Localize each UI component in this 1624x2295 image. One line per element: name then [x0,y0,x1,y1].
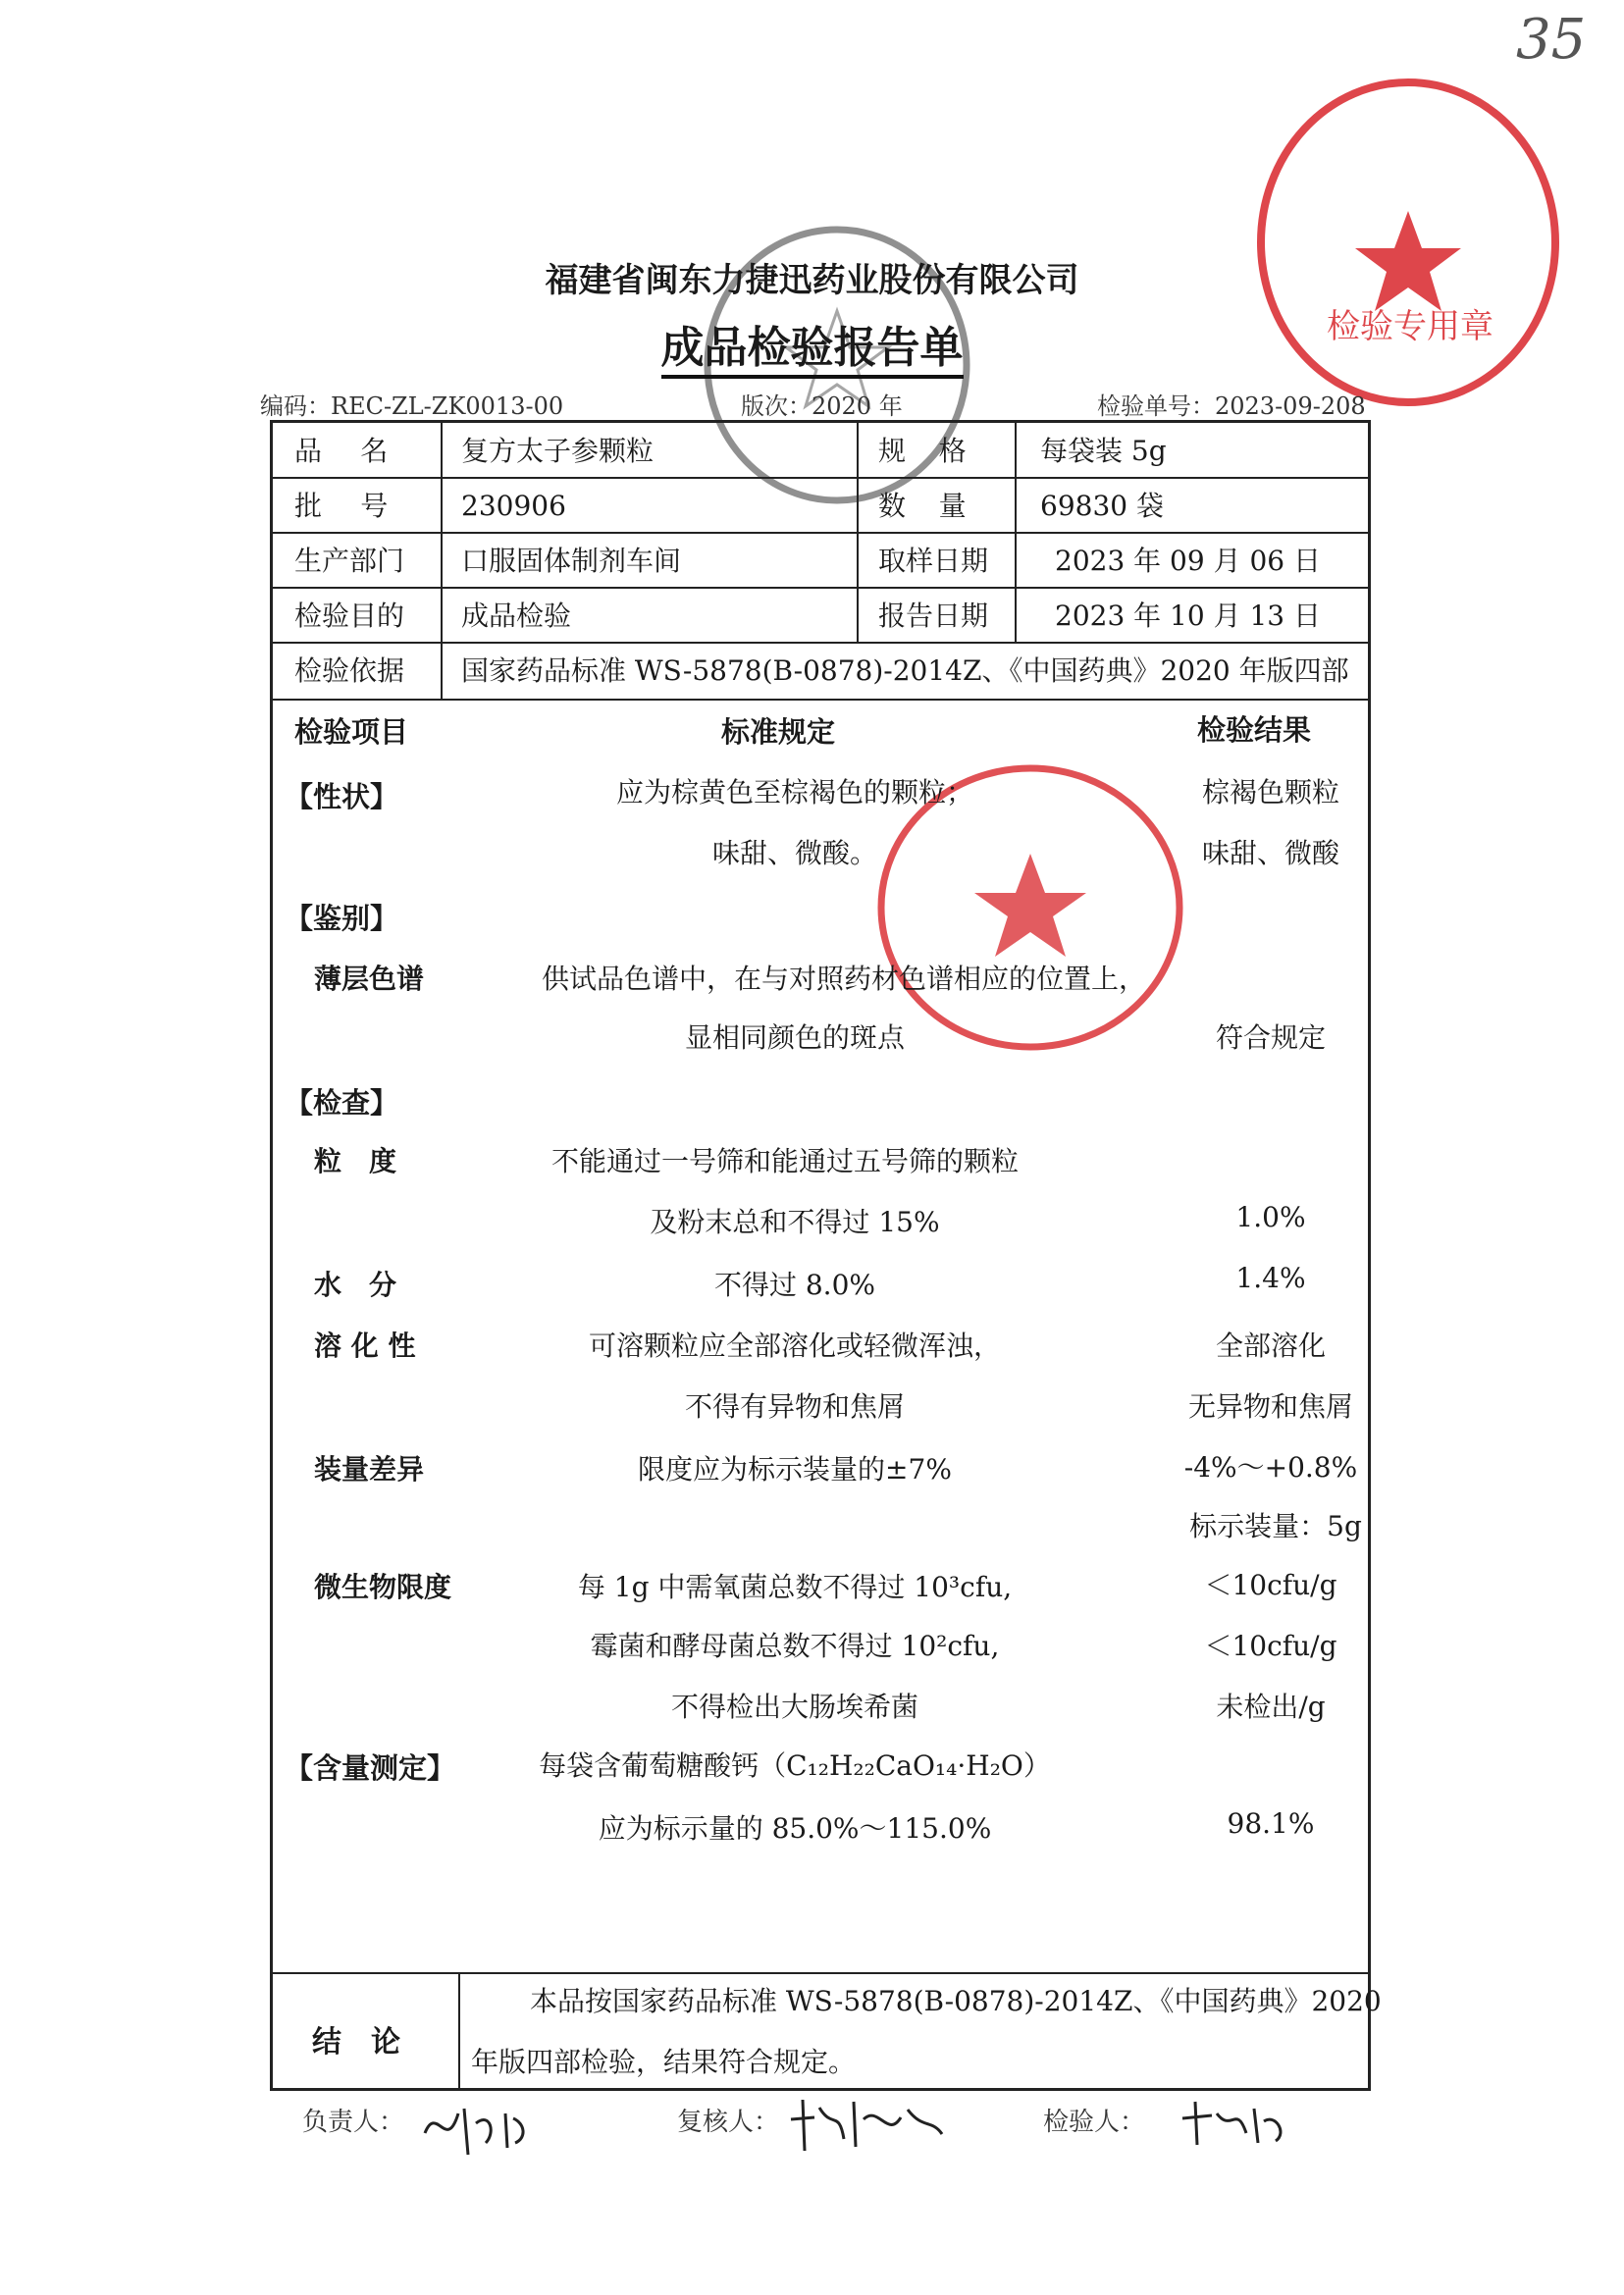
tlc-result: 符合规定 [1215,1021,1326,1054]
report-date-label: 报告日期 [878,600,989,632]
responsible-signature [417,2094,545,2172]
inspector-signature [1178,2094,1295,2163]
fill-variation-item: 装量差异 [314,1453,425,1486]
granularity-standard-2: 及粉末总和不得过 15% [650,1206,940,1238]
purpose-value: 成品检验 [461,600,572,632]
granularity-standard-1: 不能通过一号筛和能通过五号筛的颗粒 [550,1145,1019,1177]
moisture-result: 1.4% [1235,1262,1306,1294]
header-standard: 标准规定 [721,715,836,749]
basis-value: 国家药品标准 WS-5878(B-0878)-2014Z、《中国药典》2020 年版四部 [461,654,1349,687]
tlc-standard-1: 供试品色谱中，在与对照药材色谱相应的位置上， [541,963,1146,995]
dept-label: 生产部门 [294,545,405,577]
solubility-item: 溶 化 性 [314,1330,416,1362]
responsible-label: 负责人： [302,2108,405,2137]
batch-value: 230906 [461,490,566,522]
section-appearance: 【性状】 [285,780,399,813]
document-title: 成品检验报告单 [0,312,1624,375]
fill-variation-result-1: -4%～+0.8% [1183,1451,1358,1484]
microbial-standard-2: 霉菌和酵母菌总数不得过 10²cfu, [590,1630,1000,1662]
product-value: 复方太子参颗粒 [461,435,655,467]
tlc-item: 薄层色谱 [314,963,425,995]
solubility-standard-1: 可溶颗粒应全部溶化或轻微浑浊， [588,1330,1001,1362]
section-assay: 【含量测定】 [285,1751,456,1785]
fill-variation-standard: 限度应为标示装量的±7% [638,1453,952,1486]
solubility-result-1: 全部溶化 [1215,1330,1326,1362]
company-name: 福建省闽东力捷迅药业股份有限公司 [545,261,1079,300]
sampling-date-value: 2023 年 09 月 06 日 [1055,545,1322,577]
tlc-standard-2: 显相同颜色的斑点 [684,1021,905,1054]
red-stamp-sub-label: 检验专用章 [1327,307,1493,346]
basis-label: 检验依据 [294,654,405,687]
moisture-standard: 不得过 8.0% [713,1269,876,1301]
spec-value: 每袋装 5g [1040,435,1167,467]
solubility-standard-2: 不得有异物和焦屑 [684,1390,905,1423]
quantity-value: 69830 袋 [1040,490,1164,522]
conclusion-line-1: 本品按国家药品标准 WS-5878(B-0878)-2014Z、《中国药典》2020 [530,1985,1382,2017]
section-inspection: 【检查】 [285,1086,399,1120]
moisture-item: 水 分 [314,1269,397,1301]
microbial-standard-1: 每 1g 中需氧菌总数不得过 10³cfu, [577,1571,1013,1603]
microbial-limit-item: 微生物限度 [314,1571,452,1603]
reviewer-signature [785,2090,952,2168]
reviewer-label: 复核人： [677,2108,780,2137]
spec-label: 规格 [878,435,1000,467]
fill-variation-result-2: 标示装量：5g [1189,1510,1362,1542]
purpose-label: 检验目的 [294,600,405,632]
quantity-label: 数量 [878,490,1000,522]
assay-standard-2: 应为标示量的 85.0%～115.0% [598,1812,992,1845]
microbial-result-2: ＜10cfu/g [1204,1630,1337,1662]
report-date-value: 2023 年 10 月 13 日 [1055,600,1322,632]
handwritten-page-number: 35 [1516,8,1587,72]
doc-code: 编码：REC-ZL-ZK0013-00 [260,392,564,420]
appearance-result-1: 棕褐色颗粒 [1201,776,1339,808]
section-identification: 【鉴别】 [285,902,399,935]
doc-version: 版次：2020 年 [741,392,903,420]
inspector-label: 检验人： [1043,2108,1146,2137]
appearance-standard-2: 味甜、微酸。 [711,837,877,869]
conclusion-label: 结 论 [312,2025,400,2060]
solubility-result-2: 无异物和焦屑 [1187,1390,1353,1423]
granularity-item: 粒 度 [314,1145,397,1177]
assay-result: 98.1% [1227,1807,1315,1840]
header-result: 检验结果 [1197,713,1312,747]
microbial-standard-3: 不得检出大肠埃希菌 [670,1691,918,1723]
appearance-standard-1: 应为棕黄色至棕褐色的颗粒； [615,776,973,808]
report-number: 检验单号：2023-09-208 [1097,392,1366,420]
microbial-result-1: ＜10cfu/g [1204,1569,1337,1601]
product-label: 品名 [294,435,427,467]
appearance-result-2: 味甜、微酸 [1201,837,1339,869]
microbial-result-3: 未检出/g [1216,1691,1326,1723]
dept-value: 口服固体制剂车间 [461,545,682,577]
assay-standard-1: 每袋含葡萄糖酸钙（C₁₂H₂₂CaO₁₄·H₂O） [539,1749,1051,1782]
sampling-date-label: 取样日期 [878,545,989,577]
granularity-result: 1.0% [1235,1201,1306,1233]
header-item: 检验项目 [294,715,409,749]
conclusion-line-2: 年版四部检验，结果符合规定。 [471,2046,857,2078]
batch-label: 批号 [294,490,427,522]
